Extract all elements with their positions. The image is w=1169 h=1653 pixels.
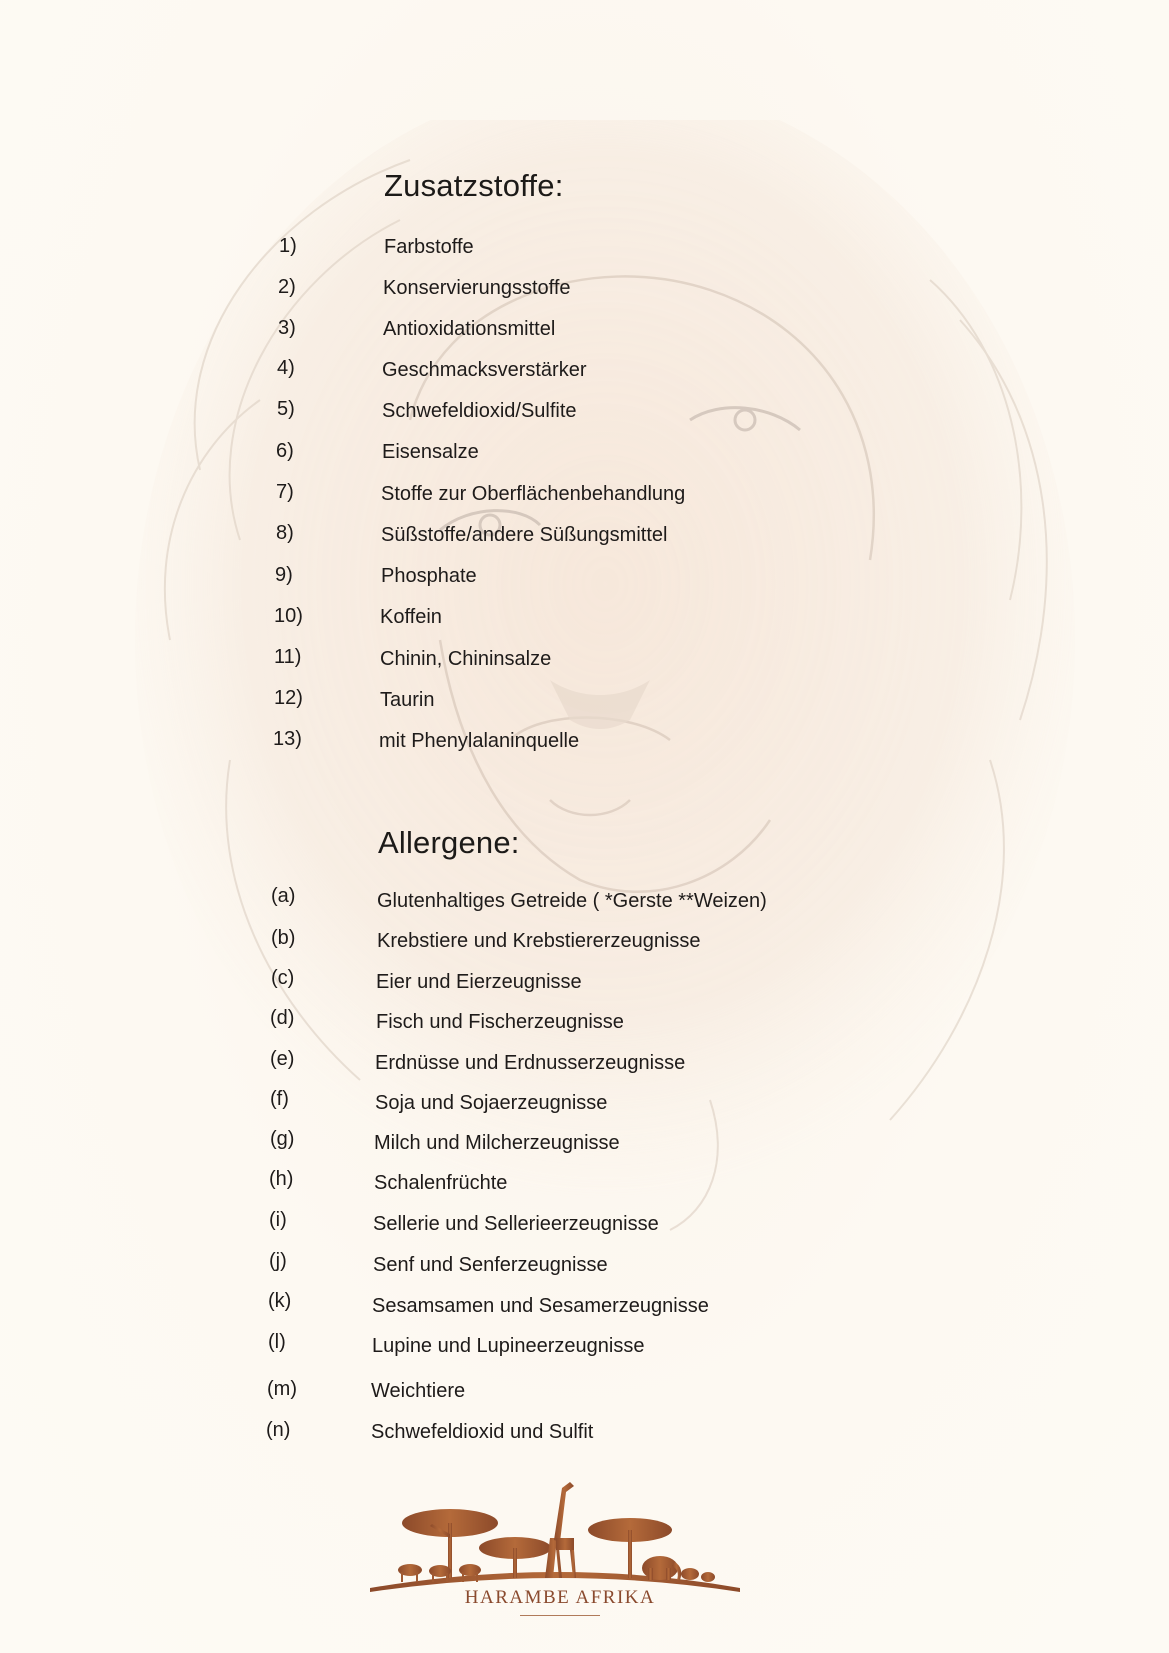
allergen-letter: (d) (270, 1007, 295, 1029)
allergen-label: Soja und Sojaerzeugnisse (375, 1092, 608, 1114)
allergen-label: Schalenfrüchte (374, 1172, 508, 1194)
allergen-letter: (m) (267, 1378, 297, 1400)
allergen-letter: (l) (268, 1331, 286, 1353)
zusatzstoff-number: 6) (276, 440, 294, 462)
allergen-label: Krebstiere und Krebstiererzeugnisse (377, 930, 701, 952)
zusatzstoff-label: Phosphate (381, 565, 477, 587)
zusatzstoff-label: Süßstoffe/andere Süßungsmittel (381, 524, 668, 546)
allergene-title: Allergene: (378, 825, 520, 860)
allergen-label: Sellerie und Sellerieerzeugnisse (373, 1213, 659, 1235)
allergen-letter: (b) (271, 927, 296, 949)
zusatzstoff-number: 9) (275, 564, 293, 586)
brand-name: HARAMBE AFRIKA (464, 1587, 656, 1608)
allergen-letter: (a) (271, 885, 296, 907)
zusatzstoff-label: Konservierungsstoffe (383, 277, 571, 299)
zusatzstoff-label: Geschmacksverstärker (382, 359, 587, 381)
zusatzstoff-label: mit Phenylalaninquelle (379, 730, 580, 752)
allergen-letter: (g) (270, 1128, 295, 1150)
zusatzstoff-number: 4) (277, 357, 295, 379)
allergen-letter: (f) (270, 1088, 289, 1110)
zusatzstoff-label: Taurin (380, 689, 435, 711)
allergen-label: Schwefeldioxid und Sulfit (371, 1421, 594, 1443)
allergen-label: Eier und Eierzeugnisse (376, 971, 582, 993)
allergen-label: Fisch und Fischerzeugnisse (376, 1011, 624, 1033)
allergen-label: Sesamsamen und Sesamerzeugnisse (372, 1295, 709, 1317)
allergen-label: Glutenhaltiges Getreide ( *Gerste **Weizen) (377, 890, 767, 912)
allergen-label: Lupine und Lupineerzeugnisse (372, 1335, 645, 1357)
allergen-label: Milch und Milcherzeugnisse (374, 1132, 620, 1154)
allergen-letter: (n) (266, 1419, 291, 1441)
zusatzstoff-number: 11) (274, 646, 302, 668)
allergen-letter: (i) (269, 1209, 287, 1231)
zusatzstoff-label: Eisensalze (382, 441, 479, 463)
zusatzstoff-number: 13) (273, 728, 302, 750)
zusatzstoff-number: 5) (277, 398, 295, 420)
allergen-letter: (e) (270, 1048, 295, 1070)
zusatzstoff-number: 7) (276, 481, 294, 503)
zusatzstoff-number: 8) (276, 522, 294, 544)
divider (520, 1615, 600, 1616)
zusatzstoffe-title: Zusatzstoffe: (384, 168, 564, 203)
zusatzstoff-label: Chinin, Chininsalze (380, 648, 552, 670)
zusatzstoff-label: Schwefeldioxid/Sulfite (382, 400, 577, 422)
allergen-letter: (h) (269, 1168, 294, 1190)
allergen-label: Weichtiere (371, 1380, 466, 1402)
allergen-letter: (j) (269, 1250, 287, 1272)
allergen-letter: (c) (271, 967, 295, 989)
allergen-label: Senf und Senferzeugnisse (373, 1254, 608, 1276)
zusatzstoff-number: 3) (278, 317, 296, 339)
zusatzstoff-number: 1) (279, 235, 297, 257)
zusatzstoff-label: Koffein (380, 606, 442, 628)
allergen-label: Erdnüsse und Erdnusserzeugnisse (375, 1052, 686, 1074)
zusatzstoff-label: Farbstoffe (384, 236, 474, 258)
zusatzstoff-label: Stoffe zur Oberflächenbehandlung (381, 483, 686, 505)
zusatzstoff-number: 2) (278, 276, 296, 298)
zusatzstoff-label: Antioxidationsmittel (383, 318, 556, 340)
allergen-letter: (k) (268, 1290, 292, 1312)
zusatzstoff-number: 12) (274, 687, 303, 709)
zusatzstoff-number: 10) (274, 605, 303, 627)
